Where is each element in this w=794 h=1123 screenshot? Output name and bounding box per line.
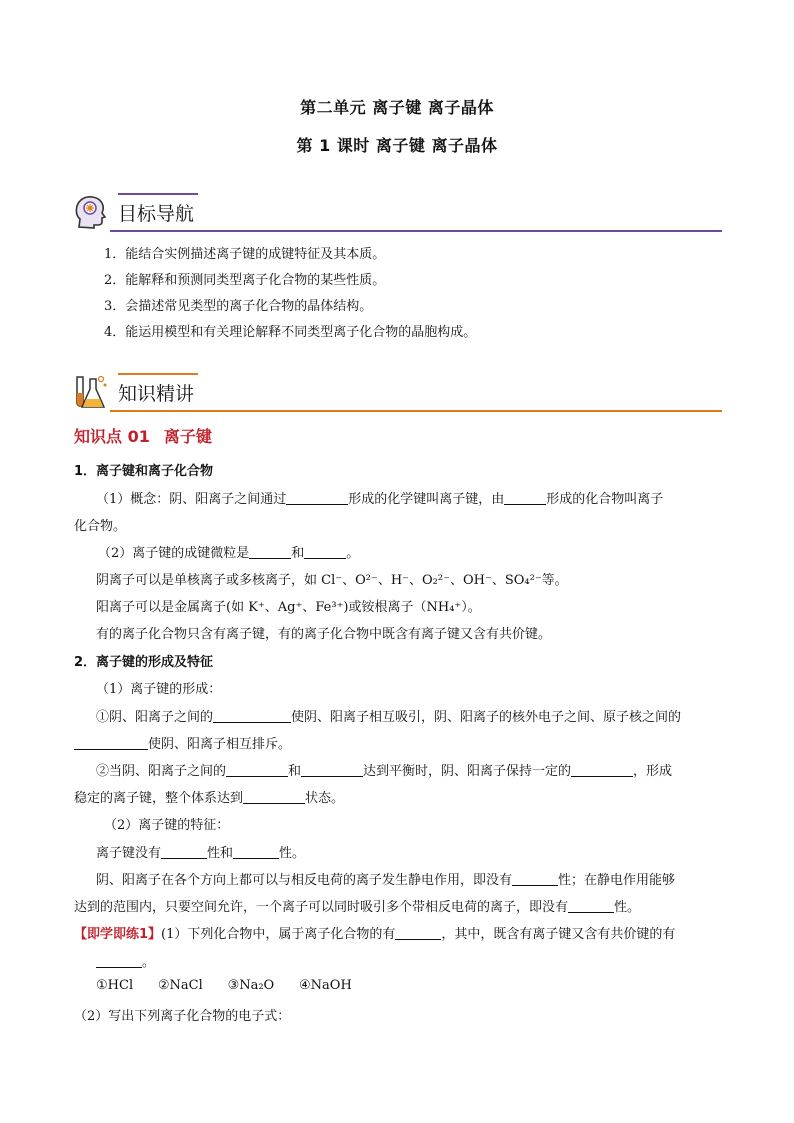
text: 稳定的离子键，整个体系达到 [74, 791, 244, 806]
section-divider [110, 230, 722, 232]
features-line [96, 842, 305, 861]
exercise-question-2: （2）写出下列离子化合物的电子式： [74, 1009, 291, 1024]
knowledge-point-number: 知识点 01 [74, 427, 150, 446]
cation-line: 阳离子可以是金属离子(如 K⁺、Ag⁺、Fe³⁺)或铵根离子（NH₄⁺）。 [96, 600, 481, 615]
goal-item: 4．能运用模型和有关理论解释不同类型离子化合物的晶胞构成。 [104, 325, 477, 340]
text: ，其中，既含有离子键又含有共价键的有 [441, 927, 676, 942]
text: 性。 [614, 900, 641, 915]
text: 使阴、阳离子相互排斥。 [148, 737, 292, 752]
anion-line: 阴离子可以是单核离子或多核离子，如 Cl⁻、O²⁻、H⁻、O₂²⁻、OH⁻、SO₄²⁻等。 [96, 573, 568, 588]
concept-line-cont: 化合物。 [74, 519, 127, 534]
text: （2）离子键的成键微粒是 [98, 546, 250, 561]
fill-blank[interactable] [571, 762, 633, 777]
fill-blank[interactable] [304, 544, 346, 559]
text: 阴、阳离子在各个方向上都可以与相反电荷的离子发生静电作用，即没有 [96, 873, 513, 888]
formation-line [96, 760, 672, 779]
exercise-line [96, 951, 155, 970]
text: ②当阴、阳离子之间的 [96, 764, 227, 779]
text: 状态。 [305, 791, 345, 806]
fill-blank[interactable] [286, 490, 348, 505]
fill-blank[interactable] [504, 490, 546, 505]
features-line [74, 896, 640, 915]
text: 离子键没有 [96, 846, 162, 861]
exercise-tag: 【即学即练1】 [74, 927, 162, 942]
text: 使阴、阳离子相互吸引，阴、阳离子的核外电子之间、原子核之间的 [291, 710, 682, 725]
fill-blank[interactable] [243, 789, 305, 804]
subheading-2: 2．离子键的形成及特征 [74, 655, 214, 670]
features-head: （2）离子键的特征： [104, 818, 230, 833]
formation-line [96, 706, 681, 725]
text: 性；在静电作用能够 [558, 873, 676, 888]
fill-blank[interactable] [233, 844, 279, 859]
text: 和 [291, 546, 305, 561]
fill-blank[interactable] [512, 871, 558, 886]
text: 性。 [279, 846, 306, 861]
subheading-1: 1．离子键和离子化合物 [74, 464, 214, 479]
knowledge-point-name: 离子键 [163, 427, 212, 446]
text: 达到平衡时，阴、阳离子保持一定的 [363, 764, 572, 779]
formation-line [74, 787, 344, 806]
section-deco-line [118, 193, 198, 195]
features-line [96, 869, 675, 888]
exercise-options: ①HCl ②NaCl ③Na₂O ④NaOH [96, 978, 352, 993]
lab-flask-icon [72, 373, 108, 411]
text: 性和 [207, 846, 234, 861]
concept-line [96, 488, 663, 507]
goal-item: 2．能解释和预测同类型离子化合物的某些性质。 [104, 273, 386, 288]
text: ，形成 [633, 764, 673, 779]
knowledge-point-heading [74, 424, 212, 447]
fill-blank[interactable] [96, 953, 142, 968]
goals-section-title: 目标导航 [118, 203, 195, 225]
fill-blank[interactable] [161, 844, 207, 859]
knowledge-section-title: 知识精讲 [118, 383, 195, 405]
text: ①阴、阳离子之间的 [96, 710, 214, 725]
exercise-line [74, 923, 675, 942]
formation-line [74, 733, 291, 752]
section-divider [110, 410, 722, 412]
fill-blank[interactable] [301, 762, 363, 777]
text: 形成的化学键叫离子键，由 [348, 492, 505, 507]
fill-blank[interactable] [395, 925, 441, 940]
particles-line [98, 542, 359, 561]
text: 。 [142, 955, 156, 970]
goal-item: 3．会描述常见类型的离子化合物的晶体结构。 [104, 299, 373, 314]
head-brain-icon [72, 193, 108, 231]
fill-blank[interactable] [249, 544, 291, 559]
goal-item: 1．能结合实例描述离子键的成键特征及其本质。 [104, 247, 386, 262]
unit-title: 第二单元 离子键 离子晶体 [300, 98, 494, 117]
text: (1）下列化合物中，属于离子化合物的有 [161, 927, 396, 942]
fill-blank[interactable] [226, 762, 288, 777]
fill-blank[interactable] [74, 735, 148, 750]
section-deco-line [118, 373, 198, 375]
lesson-title: 第 1 课时 离子键 离子晶体 [296, 136, 498, 155]
note-line: 有的离子化合物只含有离子键，有的离子化合物中既含有离子键又含有共价键。 [96, 627, 552, 642]
text: 达到的范围内，只要空间允许，一个离子可以同时吸引多个带相反电荷的离子，即没有 [74, 900, 569, 915]
text: （1）概念：阴、阳离子之间通过 [96, 492, 287, 507]
fill-blank[interactable] [213, 708, 291, 723]
text: 形成的化合物叫离子 [546, 492, 664, 507]
text: 和 [288, 764, 302, 779]
knowledge-section-header [70, 373, 722, 413]
text: 。 [346, 546, 360, 561]
goals-section-header [70, 193, 722, 233]
formation-head: （1）离子键的形成： [96, 682, 222, 697]
fill-blank[interactable] [568, 898, 614, 913]
